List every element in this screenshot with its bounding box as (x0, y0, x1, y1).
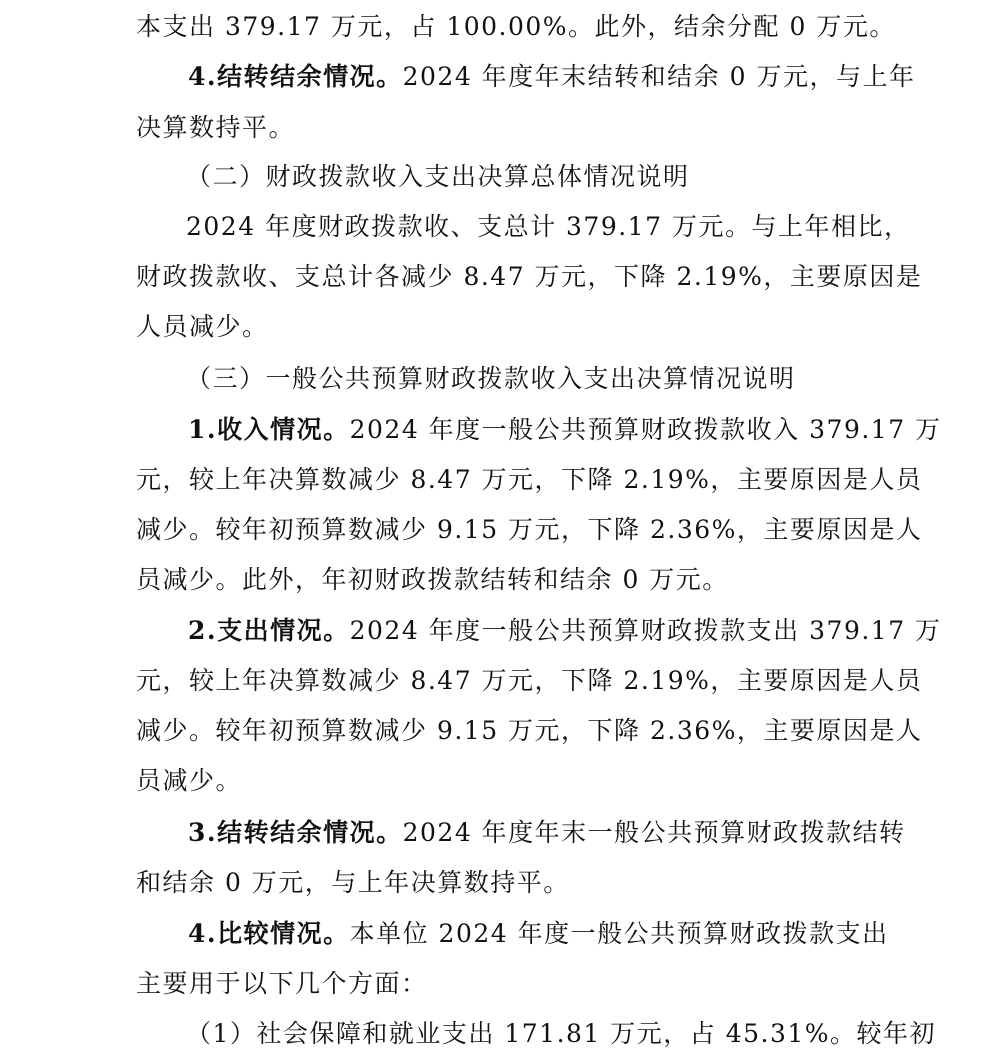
paragraph-carryover-balance (188, 62, 915, 92)
paragraph-line: 决算数持平。 (136, 113, 296, 142)
paragraph-comparison (188, 919, 889, 949)
section-title-3: （三）一般公共预算财政拨款收入支出决算情况说明 (186, 364, 796, 393)
section-title-2: （二）财政拨款收入支出决算总体情况说明 (186, 162, 690, 191)
paragraph-text: 2024 年度年末结转和结余 0 万元，与上年 (402, 62, 916, 91)
paragraph-line: 主要用于以下几个方面： (136, 969, 428, 998)
paragraph-line: 减少。较年初预算数减少 9.15 万元，下降 2.36%，主要原因是人 (136, 515, 923, 544)
paragraph-income (188, 415, 942, 445)
paragraph-line: 人员减少。 (136, 312, 269, 341)
paragraph-text: 2024 年度一般公共预算财政拨款支出 379.17 万 (349, 616, 942, 645)
paragraph-line: 2024 年度财政拨款收、支总计 379.17 万元。与上年相比， (186, 212, 911, 241)
paragraph-heading: 3.结转结余情况。 (188, 818, 403, 847)
paragraph-text: 2024 年度年末一般公共预算财政拨款结转 (402, 818, 906, 847)
paragraph-line: 和结余 0 万元，与上年决算数持平。 (136, 868, 570, 897)
paragraph-expenditure (188, 616, 942, 646)
paragraph-line: 员减少。 (136, 766, 243, 795)
paragraph-heading: 2.支出情况。 (188, 616, 350, 645)
paragraph-carryover (188, 818, 906, 848)
paragraph-heading: 4.结转结余情况。 (188, 62, 403, 91)
paragraph-line: 财政拨款收、支总计各减少 8.47 万元，下降 2.19%，主要原因是 (136, 262, 923, 291)
paragraph-line: 本支出 379.17 万元，占 100.00%。此外，结余分配 0 万元。 (136, 12, 896, 41)
paragraph-line: 元，较上年决算数减少 8.47 万元，下降 2.19%，主要原因是人员 (136, 465, 923, 494)
paragraph-heading: 4.比较情况。 (188, 919, 350, 948)
paragraph-heading: 1.收入情况。 (188, 415, 350, 444)
paragraph-line: 元，较上年决算数减少 8.47 万元，下降 2.19%，主要原因是人员 (136, 666, 923, 695)
paragraph-line: （1）社会保障和就业支出 171.81 万元，占 45.31%。较年初 (186, 1019, 937, 1048)
paragraph-text: 2024 年度一般公共预算财政拨款收入 379.17 万 (349, 415, 942, 444)
paragraph-line: 员减少。此外，年初财政拨款结转和结余 0 万元。 (136, 565, 729, 594)
paragraph-text: 本单位 2024 年度一般公共预算财政拨款支出 (349, 919, 889, 948)
paragraph-line: 减少。较年初预算数减少 9.15 万元，下降 2.36%，主要原因是人 (136, 716, 923, 745)
